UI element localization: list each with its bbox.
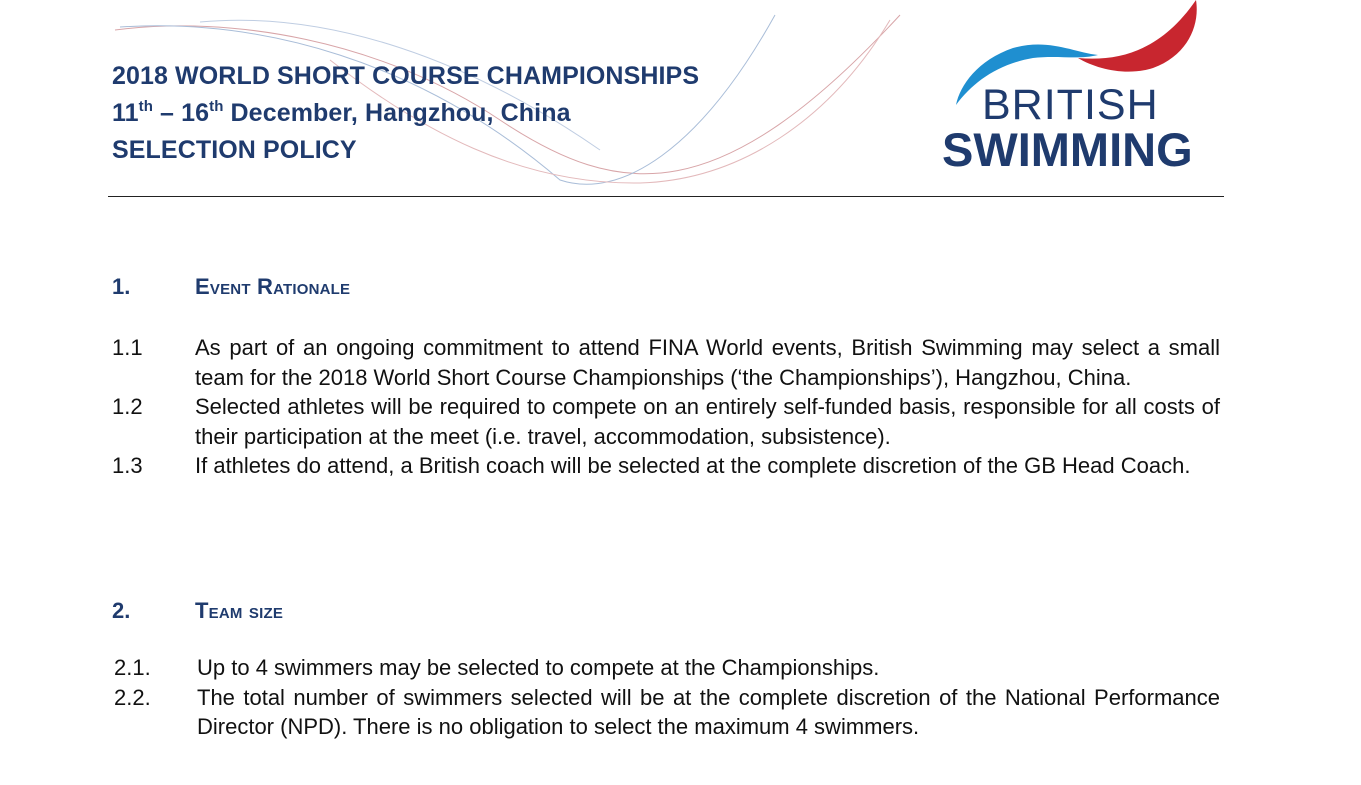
date-start-suffix: th	[138, 98, 153, 115]
item-number: 2.1.	[114, 655, 151, 680]
item-text: As part of an ongoing commitment to attend FINA World events, British Swimming may select a small team for the 2018 World Short Course Championships (‘the Championships’), Hangzhou, China.	[195, 335, 1220, 390]
date-end-suffix: th	[209, 98, 224, 115]
section-number: 1.	[112, 274, 131, 299]
section-number: 2.	[112, 598, 131, 623]
header-divider	[108, 196, 1224, 197]
date-rest: December, Hangzhou, China	[223, 99, 571, 127]
item-number: 2.2.	[114, 684, 151, 710]
logo-word-swimming: SWIMMING	[942, 123, 1193, 176]
section-team-size	[112, 598, 1220, 739]
title-selection-policy: SELECTION POLICY	[112, 136, 357, 164]
item-text: The total number of swimmers selected will be at the complete discretion of the National Performance Director (NPD). There is no obligation to select the maximum 4 swimmers.	[197, 684, 1220, 739]
date-end: 16	[181, 99, 210, 127]
item-text: If athletes do attend, a British coach will be selected at the complete discretion of the GB Head Coach.	[195, 453, 1191, 478]
list-item	[112, 653, 1220, 683]
item-text: Up to 4 swimmers may be selected to compete at the Championships.	[197, 655, 880, 680]
date-dash: –	[153, 99, 182, 127]
item-number: 1.1	[112, 335, 143, 360]
section-title: Event Rationale	[195, 274, 351, 299]
list-item	[112, 451, 1220, 481]
section-title: Team size	[195, 598, 284, 623]
list-item	[112, 392, 1220, 451]
item-number: 1.2	[112, 394, 143, 419]
item-number: 1.3	[112, 453, 143, 478]
title-dates-location	[112, 95, 699, 132]
logo-word-british: BRITISH	[982, 81, 1159, 129]
section-heading	[112, 598, 1220, 628]
section-event-rationale	[112, 274, 1220, 478]
list-item	[112, 333, 1220, 392]
document-header-title	[112, 58, 699, 169]
title-championship: 2018 WORLD SHORT COURSE CHAMPIONSHIPS	[112, 62, 700, 90]
item-text: Selected athletes will be required to compete on an entirely self-funded basis, responsible for all costs of their participation at the meet (i.e. travel, accommodation, subsistence).	[195, 394, 1220, 449]
section-items	[112, 333, 1220, 481]
section-items	[112, 653, 1220, 742]
section-heading	[112, 274, 1220, 304]
list-item	[112, 683, 1220, 742]
date-start: 11	[112, 99, 139, 127]
